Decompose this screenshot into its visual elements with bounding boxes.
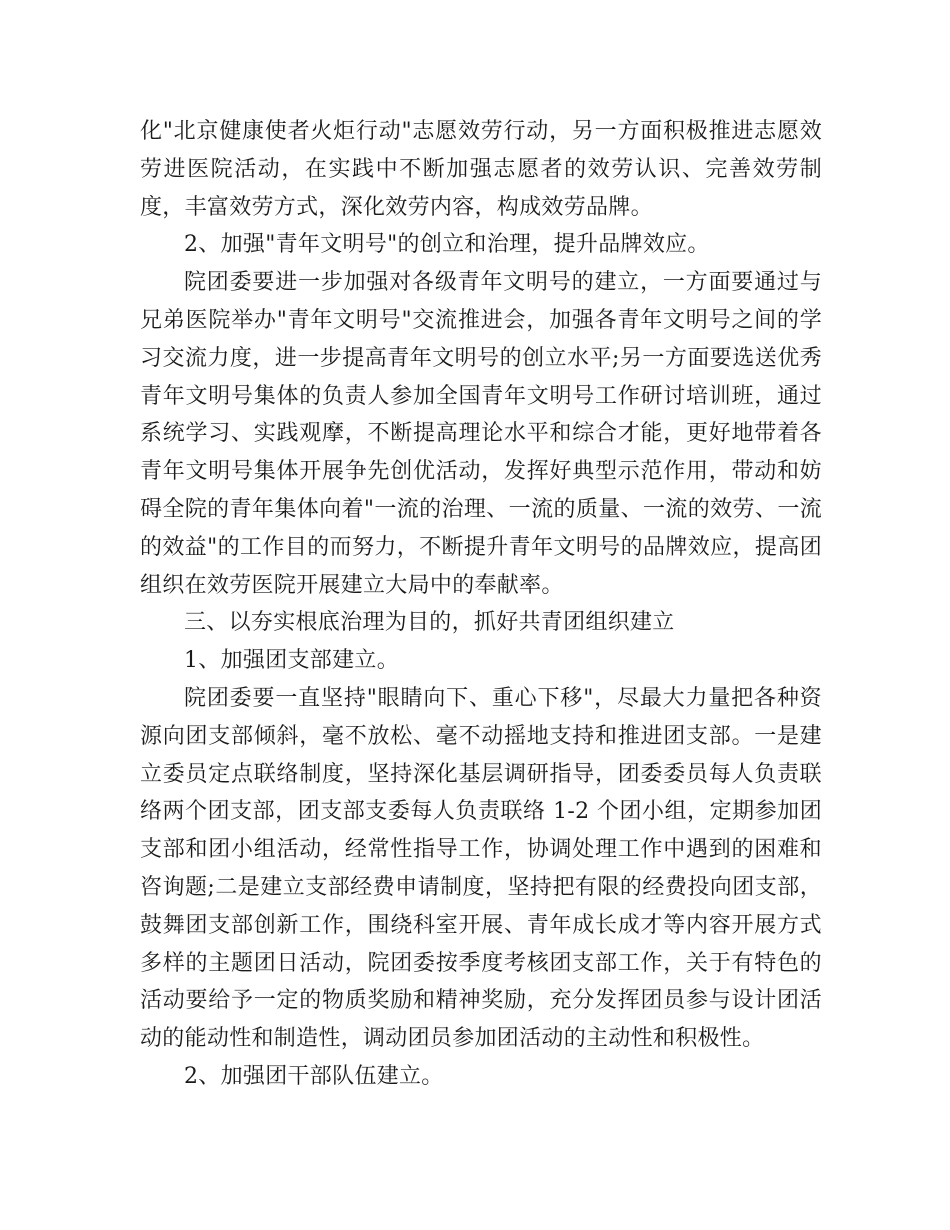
paragraph-heading-branch: 1、加强团支部建立。 — [184, 648, 399, 674]
section-heading-organization: 三、以夯实根底治理为目的，抓好共青团组织建立 — [184, 610, 675, 636]
document-body — [140, 113, 822, 1096]
paragraph-volunteer-service: 化"北京健康使者火炬行动"志愿效劳行动，另一方面积极推进志愿效劳进医院活动，在实践中不断加强志愿者的效劳认识、完善效劳制度，丰富效劳方式，深化效劳内容，构成效劳品牌。 — [140, 119, 822, 220]
paragraph-heading-youth-civilization: 2、加强"青年文明号"的创立和治理，提升品牌效应。 — [184, 232, 710, 258]
paragraph-youth-civilization-body: 院团委要进一步加强对各级青年文明号的建立，一方面要通过与兄弟医院举办"青年文明号"交流推进会，加强各青年文明号之间的学习交流力度，进一步提高青年文明号的创立水平;另一方面要选送优秀青年文明号集体的负责人参加全国青年文明号工作研讨培训班，通过系统学习、实践观摩，不断提高理论水平和综合才能，更好地带着各青年文明号集体开展争先创优活动，发挥好典型示范作用，带动和妨碍全院的青年集体向着"一流的治理、一流的质量、一流的效劳、一流的效益"的工作目的而努力，不断提升青年文明号的品牌效应，提高团组织在效劳医院开展建立大局中的奉献率。 — [140, 270, 822, 598]
paragraph-heading-cadre: 2、加强团干部队伍建立。 — [184, 1063, 444, 1089]
paragraph-branch-body: 院团委要一直坚持"眼睛向下、重心下移"，尽最大力量把各种资源向团支部倾斜，毫不放松、毫不动摇地支持和推进团支部。一是建立委员定点联络制度，坚持深化基层调研指导，团委委员每人负责联络两个团支部，团支部支委每人负责联络 1-2 个团小组，定期参加团支部和团小组活动，经常性指导工作，协调处理工作中遇到的困难和咨询题;二是建立支部经费申请制度，坚持把有限的经费投向团支部，鼓舞团支部创新工作，围绕科室开展、青年成长成才等内容开展方式多样的主题团日活动，院团委按季度考核团支部工作，关于有特色的活动要给予一定的物质奖励和精神奖励，充分发挥团员参与设计团活动的能动性和制造性，调动团员参加团活动的主动性和积极性。 — [140, 685, 822, 1052]
